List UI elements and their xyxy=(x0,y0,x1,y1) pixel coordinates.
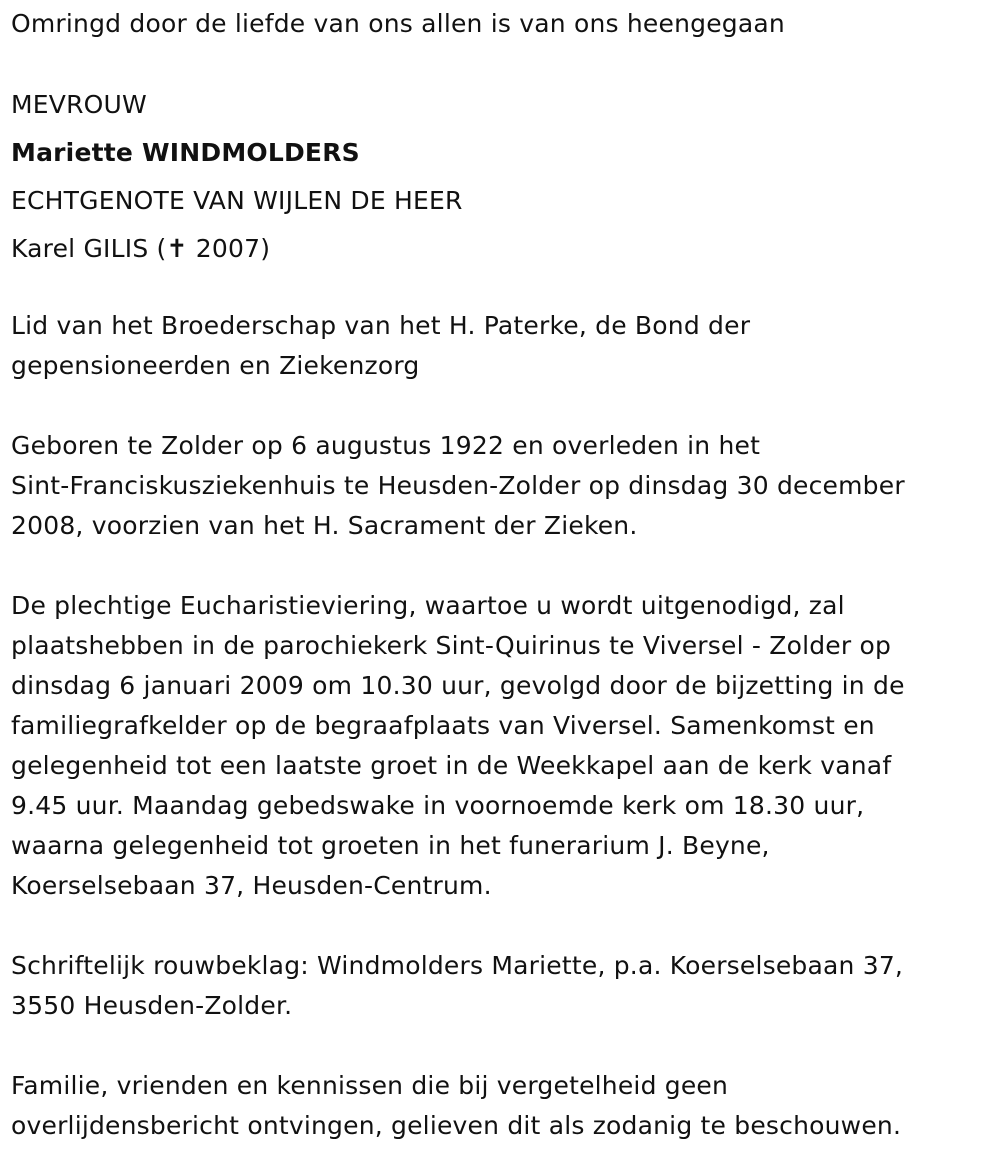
ceremony-line: gelegenheid tot een laatste groet in de Weekkapel aan de kerk vanaf xyxy=(11,751,892,780)
birth-death-line: 2008, voorzien van het H. Sacrament der Zieken. xyxy=(11,511,638,540)
title-label: MEVROUW xyxy=(11,90,147,119)
ceremony-line: dinsdag 6 januari 2009 om 10.30 uur, gevolgd door de bijzetting in de xyxy=(11,671,905,700)
spacer xyxy=(11,546,986,586)
membership-line: Lid van het Broederschap van het H. Paterke, de Bond der xyxy=(11,311,751,340)
condolences-paragraph xyxy=(11,946,986,1026)
birth-death-line: Geboren te Zolder op 6 augustus 1922 en overleden in het xyxy=(11,431,761,460)
condolences-line: 3550 Heusden-Zolder. xyxy=(11,991,293,1020)
spouse-label: ECHTGENOTE VAN WIJLEN DE HEER xyxy=(11,186,463,215)
birth-death-paragraph xyxy=(11,426,986,546)
deceased-name: Mariette WINDMOLDERS xyxy=(11,138,360,167)
ceremony-line: waarna gelegenheid tot groeten in het funerarium J. Beyne, xyxy=(11,831,770,860)
closing-line: overlijdensbericht ontvingen, gelieven dit als zodanig te beschouwen. xyxy=(11,1111,902,1140)
membership-line: gepensioneerden en Ziekenzorg xyxy=(11,351,420,380)
spacer xyxy=(11,1026,986,1066)
ceremony-line: De plechtige Eucharistieviering, waartoe u wordt uitgenodigd, zal xyxy=(11,591,845,620)
condolences-line: Schriftelijk rouwbeklag: Windmolders Mariette, p.a. Koerselsebaan 37, xyxy=(11,951,904,980)
ceremony-paragraph xyxy=(11,586,986,906)
death-notice xyxy=(11,0,986,1146)
birth-death-line: Sint-Franciskusziekenhuis te Heusden-Zolder op dinsdag 30 december xyxy=(11,471,905,500)
spouse-name: Karel GILIS (✝ 2007) xyxy=(11,234,271,263)
spacer xyxy=(11,48,986,81)
ceremony-line: 9.45 uur. Maandag gebedswake in voornoemde kerk om 18.30 uur, xyxy=(11,791,865,820)
membership-paragraph xyxy=(11,306,986,386)
ceremony-line: Koerselsebaan 37, Heusden-Centrum. xyxy=(11,871,492,900)
spacer xyxy=(11,273,986,306)
spacer xyxy=(11,386,986,426)
closing-paragraph xyxy=(11,1066,986,1146)
ceremony-line: plaatshebben in de parochiekerk Sint-Quirinus te Viversel - Zolder op xyxy=(11,631,892,660)
ceremony-line: familiegrafkelder op de begraafplaats van Viversel. Samenkomst en xyxy=(11,711,875,740)
intro-line: Omringd door de liefde van ons allen is van ons heengegaan xyxy=(11,9,785,38)
closing-line: Familie, vrienden en kennissen die bij vergetelheid geen xyxy=(11,1071,729,1100)
spacer xyxy=(11,906,986,946)
